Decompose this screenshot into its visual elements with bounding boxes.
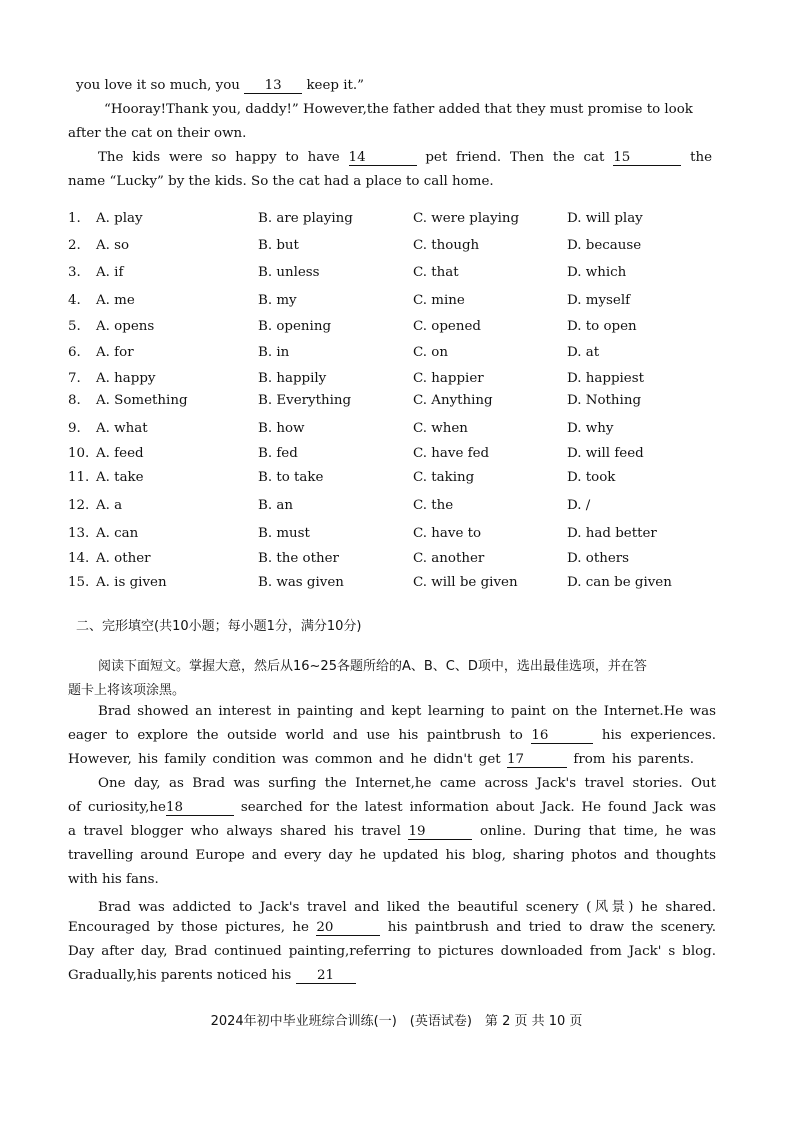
blank-19: 19 — [408, 825, 472, 840]
question-number: 7. — [68, 371, 81, 386]
option-c: C. Anything — [413, 393, 493, 408]
passage-line: travelling around Europe and every day he updated his blog, sharing photos and thoughts — [68, 848, 716, 863]
passage-line: Gradually,his parents noticed his 21 — [68, 968, 720, 984]
option-b: B. my — [258, 293, 297, 308]
passage-line: a travel blogger who always shared his travel 19 online. During that time, he was — [68, 824, 716, 839]
option-b: B. how — [258, 421, 305, 436]
option-a: A. a — [96, 498, 123, 513]
question-number: 3. — [68, 265, 81, 280]
option-b: B. in — [258, 345, 290, 360]
option-d: D. happiest — [567, 371, 644, 386]
option-c: C. have to — [413, 526, 482, 541]
passage-line: Brad showed an interest in painting and kept learning to paint on the Internet.He was — [98, 704, 716, 719]
blank-20: 20 — [316, 921, 380, 936]
option-a: A. is given — [96, 575, 167, 590]
option-c: C. that — [413, 265, 459, 280]
passage-line: Day after day, Brad continued painting,referring to pictures downloaded from Jack' s blog. — [68, 944, 716, 959]
passage-line: eager to explore the outside world and use his paintbrush to 16 his experiences. — [68, 728, 716, 743]
option-d: D. took — [567, 470, 616, 485]
option-a: A. me — [96, 293, 135, 308]
option-d: D. at — [567, 345, 600, 360]
option-d: D. myself — [567, 293, 631, 308]
question-number: 5. — [68, 319, 81, 334]
option-c: C. have fed — [413, 446, 490, 461]
blank-14: 14 — [349, 151, 417, 166]
option-d: D. Nothing — [567, 393, 642, 408]
option-b: B. the other — [258, 551, 339, 566]
passage-line: “Hooray!Thank you, daddy!” However,the father added that they must promise to look — [104, 102, 693, 117]
question-number: 13. — [68, 526, 90, 541]
page-footer: 2024年初中毕业班综合训练(一) (英语试卷) 第 2 页 共 10 页 — [210, 1014, 583, 1029]
passage-line: The kids were so happy to have 14 pet friend. Then the cat 15 the — [98, 150, 712, 165]
passage-line: you love it so much, you 13 keep it.” — [76, 78, 365, 93]
option-b: B. must — [258, 526, 310, 541]
option-d: D. / — [567, 498, 591, 513]
question-number: 8. — [68, 393, 81, 408]
option-b: B. unless — [258, 265, 320, 280]
option-d: D. had better — [567, 526, 657, 541]
option-d: D. others — [567, 551, 630, 566]
option-b: B. are playing — [258, 211, 353, 226]
option-a: A. happy — [96, 371, 156, 386]
option-a: A. for — [96, 345, 134, 360]
option-d: D. will play — [567, 211, 643, 226]
option-b: B. an — [258, 498, 293, 513]
option-c: C. another — [413, 551, 485, 566]
blank-15: 15 — [613, 151, 681, 166]
option-a: A. feed — [96, 446, 144, 461]
option-c: C. the — [413, 498, 454, 513]
option-b: B. but — [258, 238, 299, 253]
option-b: B. fed — [258, 446, 298, 461]
option-a: A. so — [96, 238, 130, 253]
option-a: A. if — [96, 265, 124, 280]
instruction-line: 题卡上将该项涂黑。 — [68, 683, 186, 698]
section-heading: 二、完形填空(共10小题；每小题1分，满分10分) — [76, 619, 362, 634]
passage-line: of curiosity,he18 searched for the latest information about Jack. He found Jack was — [68, 800, 716, 815]
option-d: D. can be given — [567, 575, 672, 590]
option-a: A. play — [96, 211, 143, 226]
option-a: A. take — [96, 470, 144, 485]
option-c: C. happier — [413, 371, 484, 386]
option-c: C. opened — [413, 319, 481, 334]
option-d: D. why — [567, 421, 614, 436]
instruction-line: 阅读下面短文。掌握大意，然后从16~25各题所给的A、B、C、D项中，选出最佳选项，并在答 — [98, 659, 647, 674]
option-c: C. mine — [413, 293, 465, 308]
blank-13: 13 — [244, 79, 302, 94]
option-c: C. will be given — [413, 575, 518, 590]
option-d: D. will feed — [567, 446, 644, 461]
option-a: A. Something — [96, 393, 188, 408]
question-number: 4. — [68, 293, 81, 308]
passage-line: Brad was addicted to Jack's travel and liked the beautiful scenery (风景) he shared. — [98, 900, 716, 915]
question-number: 12. — [68, 498, 90, 513]
option-b: B. to take — [258, 470, 324, 485]
option-a: A. what — [96, 421, 148, 436]
option-c: C. though — [413, 238, 480, 253]
passage-line: However, his family condition was common and he didn't get 17 from his parents. — [68, 752, 695, 767]
passage-line: with his fans. — [68, 872, 159, 887]
option-b: B. happily — [258, 371, 327, 386]
question-number: 6. — [68, 345, 81, 360]
question-number: 14. — [68, 551, 90, 566]
option-a: A. opens — [96, 319, 155, 334]
option-b: B. was given — [258, 575, 344, 590]
option-c: C. on — [413, 345, 448, 360]
option-c: C. when — [413, 421, 468, 436]
option-d: D. to open — [567, 319, 637, 334]
passage-line: name “Lucky” by the kids. So the cat had a place to call home. — [68, 174, 494, 189]
blank-18: 18 — [166, 801, 234, 816]
question-number: 15. — [68, 575, 90, 590]
option-d: D. which — [567, 265, 627, 280]
option-c: C. were playing — [413, 211, 520, 226]
question-number: 11. — [68, 470, 90, 485]
option-a: A. other — [96, 551, 151, 566]
passage-line: Encouraged by those pictures, he 20 his paintbrush and tried to draw the scenery. — [68, 920, 716, 935]
blank-17: 17 — [507, 753, 567, 768]
question-number: 2. — [68, 238, 81, 253]
option-b: B. Everything — [258, 393, 352, 408]
blank-16: 16 — [531, 729, 593, 744]
option-c: C. taking — [413, 470, 475, 485]
option-d: D. because — [567, 238, 642, 253]
question-number: 10. — [68, 446, 90, 461]
question-number: 1. — [68, 211, 81, 226]
option-a: A. can — [96, 526, 139, 541]
question-number: 9. — [68, 421, 81, 436]
passage-line: after the cat on their own. — [68, 126, 247, 141]
passage-line: One day, as Brad was surfing the Internet,he came across Jack's travel stories. Out — [98, 776, 716, 791]
blank-21: 21 — [296, 969, 356, 984]
option-b: B. opening — [258, 319, 332, 334]
